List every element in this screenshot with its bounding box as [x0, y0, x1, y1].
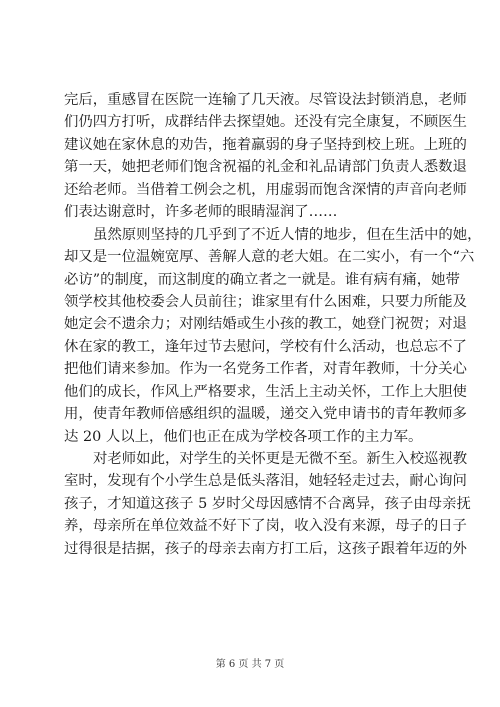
text-line: 完后，重感冒在医院一连输了几天液。尽管设法封锁消息，老师 [64, 92, 467, 108]
text-line: 第一天，她把老师们饱含祝福的礼金和礼品请部门负责人悉数退 [64, 159, 467, 176]
text-line: 必访”的制度，而这制度的确立者之一就是。谁有病有痛，她带 [64, 271, 460, 288]
text-line: 对老师如此，对学生的关怀更是无微不至。新生入校巡视教 [93, 451, 468, 467]
text-line: 虽然原则坚持的几乎到了不近人情的地步，但在生活中的她， [93, 226, 482, 243]
paragraph [64, 89, 467, 224]
text-line: 却又是一位温婉宽厚、善解人意的老大姐。在二实小，有一个“六 [64, 249, 475, 266]
page-footer: 第 6 页 共 7 页 [215, 659, 285, 670]
text-line: 领学校其他校委会人员前往；谁家里有什么困难，只要力所能及 [64, 293, 467, 310]
text-line: 把他们请来参加。作为一名党务工作者，对青年教师，十分关心 [64, 361, 467, 378]
text-line: 休在家的教工，逢年过节去慰问，学校有什么活动，也总忘不了 [64, 338, 467, 355]
text-line: 们表达谢意时，许多老师的眼睛湿润了…… [64, 204, 338, 221]
text-line: 室时，发现有个小学生总是低头落泪，她轻轻走过去，耐心询问 [64, 473, 467, 490]
paragraph [64, 224, 482, 448]
text-line: 们仍四方打听，成群结伴去探望她。还没有完全康复，不顾医生 [64, 114, 467, 131]
text-line: 建议她在家休息的劝告，拖着羸弱的身子坚持到校上班。上班的 [64, 136, 467, 153]
text-line: 还给老师。当借着工例会之机，用虚弱而饱含深情的声音向老师 [64, 181, 467, 198]
text-line: 过得很是拮据，孩子的母亲去南方打工后，这孩子跟着年迈的外 [64, 540, 467, 557]
text-line: 养，母亲所在单位效益不好下了岗，收入没有来源，母子的日子 [64, 518, 467, 535]
document-body [64, 89, 482, 560]
text-line: 他们的成长，作风上严格要求，生活上主动关怀，工作上大胆使 [64, 383, 467, 400]
text-line: 达 20 人以上，他们也正在成为学校各项工作的主力军。 [64, 428, 423, 445]
text-line: 孩子，才知道这孩子 5 岁时父母因感情不合离异，孩子由母亲抚 [64, 495, 471, 512]
text-line: 她定会不遗余力；对刚结婚或生小孩的教工，她登门祝贺；对退 [64, 316, 467, 333]
text-line: 用，使青年教师倍感组织的温暖，递交入党申请书的青年教师多 [64, 406, 467, 423]
paragraph [64, 448, 471, 560]
